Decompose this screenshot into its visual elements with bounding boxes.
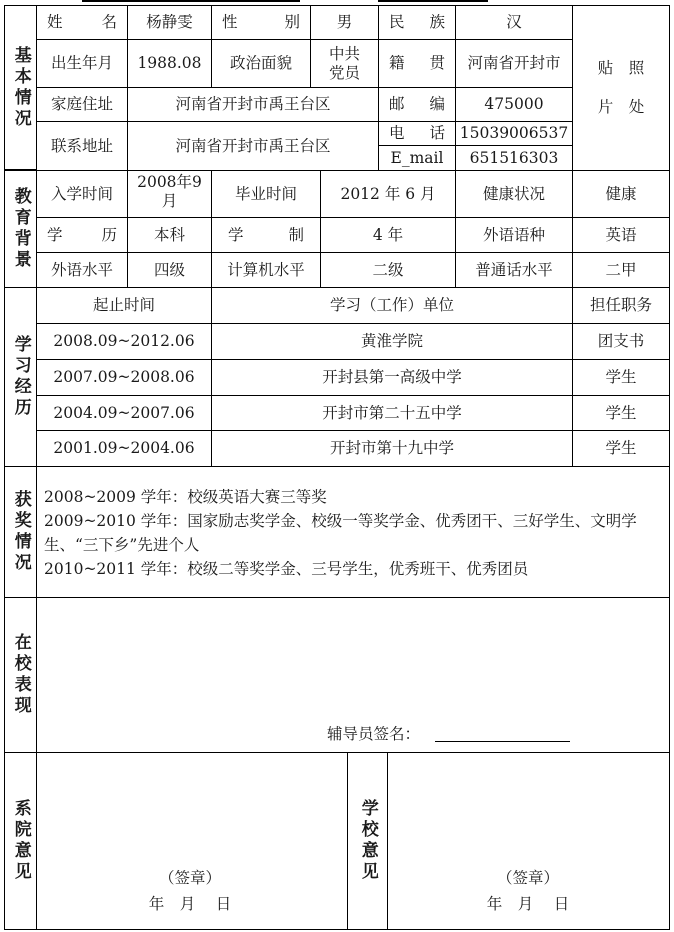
name-value[interactable]: 杨静雯 <box>127 5 212 40</box>
phone-label: 电 话 <box>378 121 456 146</box>
birth-label: 出生年月 <box>36 39 128 88</box>
birth-value[interactable]: 1988.08 <box>127 39 212 88</box>
section-label-education: 教育背景 <box>4 170 37 288</box>
degree-value[interactable]: 本科 <box>127 217 212 253</box>
counselor-signature-label: 辅导员签名： <box>327 725 421 743</box>
politics-label: 政治面貌 <box>211 39 311 88</box>
department-stamp: （签章） 年 月 日 <box>130 866 250 914</box>
table-row-period[interactable]: 2004.09~2007.06 <box>36 395 212 431</box>
award-line: 2010~2011 学年：校级二等奖学金、三号学生，优秀班干、优秀团员 <box>44 560 529 578</box>
section-label-school-performance: 在校表现 <box>4 597 37 753</box>
top-rule-right <box>378 0 488 2</box>
table-row-unit[interactable]: 黄淮学院 <box>211 323 573 360</box>
section-label-study-history: 学习经历 <box>4 287 37 467</box>
graduate-date-value[interactable]: 2012 年 6 月 <box>320 170 456 218</box>
school-date: 年 月 日 <box>486 895 570 913</box>
column-header-unit: 学习（工作）单位 <box>211 287 573 324</box>
table-row-unit[interactable]: 开封市第十九中学 <box>211 430 573 467</box>
native-place-label: 籍 贯 <box>378 39 456 88</box>
foreign-language-label: 外语语种 <box>455 217 573 253</box>
email-label: E_mail <box>378 145 456 171</box>
section-label-basic-info: 基本情况 <box>4 5 37 170</box>
table-row-role[interactable]: 学生 <box>572 359 670 396</box>
health-value[interactable]: 健康 <box>572 170 670 218</box>
duration-label: 学 制 <box>211 217 321 253</box>
school-stamp: （签章） 年 月 日 <box>468 866 588 914</box>
table-row-period[interactable]: 2001.09~2004.06 <box>36 430 212 467</box>
computer-level-label: 计算机水平 <box>211 252 321 288</box>
award-line: 2009~2010 学年：国家励志奖学金、校级一等奖学金、优秀团干、三好学生、文明学生、“三下乡”先进个人 <box>44 512 637 554</box>
language-level-label: 外语水平 <box>36 252 128 288</box>
top-rule-left <box>82 0 300 2</box>
section-label-school-opinion: 学校意见 <box>347 752 388 930</box>
table-row-unit[interactable]: 开封县第一高级中学 <box>211 359 573 396</box>
email-value[interactable]: 651516303 <box>455 145 573 171</box>
enroll-date-label: 入学时间 <box>36 170 128 218</box>
home-address-value[interactable]: 河南省开封市禹王台区 <box>127 87 379 122</box>
foreign-language-value[interactable]: 英语 <box>572 217 670 253</box>
photo-label-line2: 片 处 <box>597 98 645 116</box>
degree-label: 学 历 <box>36 217 128 253</box>
postcode-label: 邮 编 <box>378 87 456 122</box>
ethnicity-value[interactable]: 汉 <box>455 5 573 40</box>
duration-value[interactable]: 4 年 <box>320 217 456 253</box>
ethnicity-label: 民 族 <box>378 5 456 40</box>
home-address-label: 家庭住址 <box>36 87 128 122</box>
column-header-period: 起止时间 <box>36 287 212 324</box>
table-row-role[interactable]: 学生 <box>572 395 670 431</box>
mandarin-level-value[interactable]: 二甲 <box>572 252 670 288</box>
table-row-role[interactable]: 团支书 <box>572 323 670 360</box>
contact-address-label: 联系地址 <box>36 121 128 171</box>
table-row-period[interactable]: 2007.09~2008.06 <box>36 359 212 396</box>
awards-content[interactable] <box>36 466 670 598</box>
award-line: 2008~2009 学年：校级英语大赛三等奖 <box>44 488 327 506</box>
computer-level-value[interactable]: 二级 <box>320 252 456 288</box>
language-level-value[interactable]: 四级 <box>127 252 212 288</box>
mandarin-level-label: 普通话水平 <box>455 252 573 288</box>
photo-label-line1: 贴 照 <box>597 59 645 78</box>
phone-value[interactable]: 15039006537 <box>455 121 573 146</box>
politics-value[interactable]: 中共党员 <box>310 39 379 88</box>
gender-value[interactable]: 男 <box>310 5 379 40</box>
table-row-period[interactable]: 2008.09~2012.06 <box>36 323 212 360</box>
gender-label: 性 别 <box>211 5 311 40</box>
native-place-value[interactable]: 河南省开封市 <box>455 39 573 88</box>
column-header-role: 担任职务 <box>572 287 670 324</box>
section-label-awards: 获奖情况 <box>4 466 37 598</box>
enroll-date-value[interactable]: 2008年9月 <box>127 170 212 218</box>
contact-address-value[interactable]: 河南省开封市禹王台区 <box>127 121 379 171</box>
table-row-role[interactable]: 学生 <box>572 430 670 467</box>
graduate-date-label: 毕业时间 <box>211 170 321 218</box>
health-label: 健康状况 <box>455 170 573 218</box>
section-label-department-opinion: 系院意见 <box>4 752 37 930</box>
department-date: 年 月 日 <box>148 895 232 913</box>
photo-placeholder[interactable] <box>572 5 670 171</box>
counselor-signature-line[interactable] <box>435 741 570 742</box>
postcode-value[interactable]: 475000 <box>455 87 573 122</box>
table-row-unit[interactable]: 开封市第二十五中学 <box>211 395 573 431</box>
name-label: 姓 名 <box>36 5 128 40</box>
